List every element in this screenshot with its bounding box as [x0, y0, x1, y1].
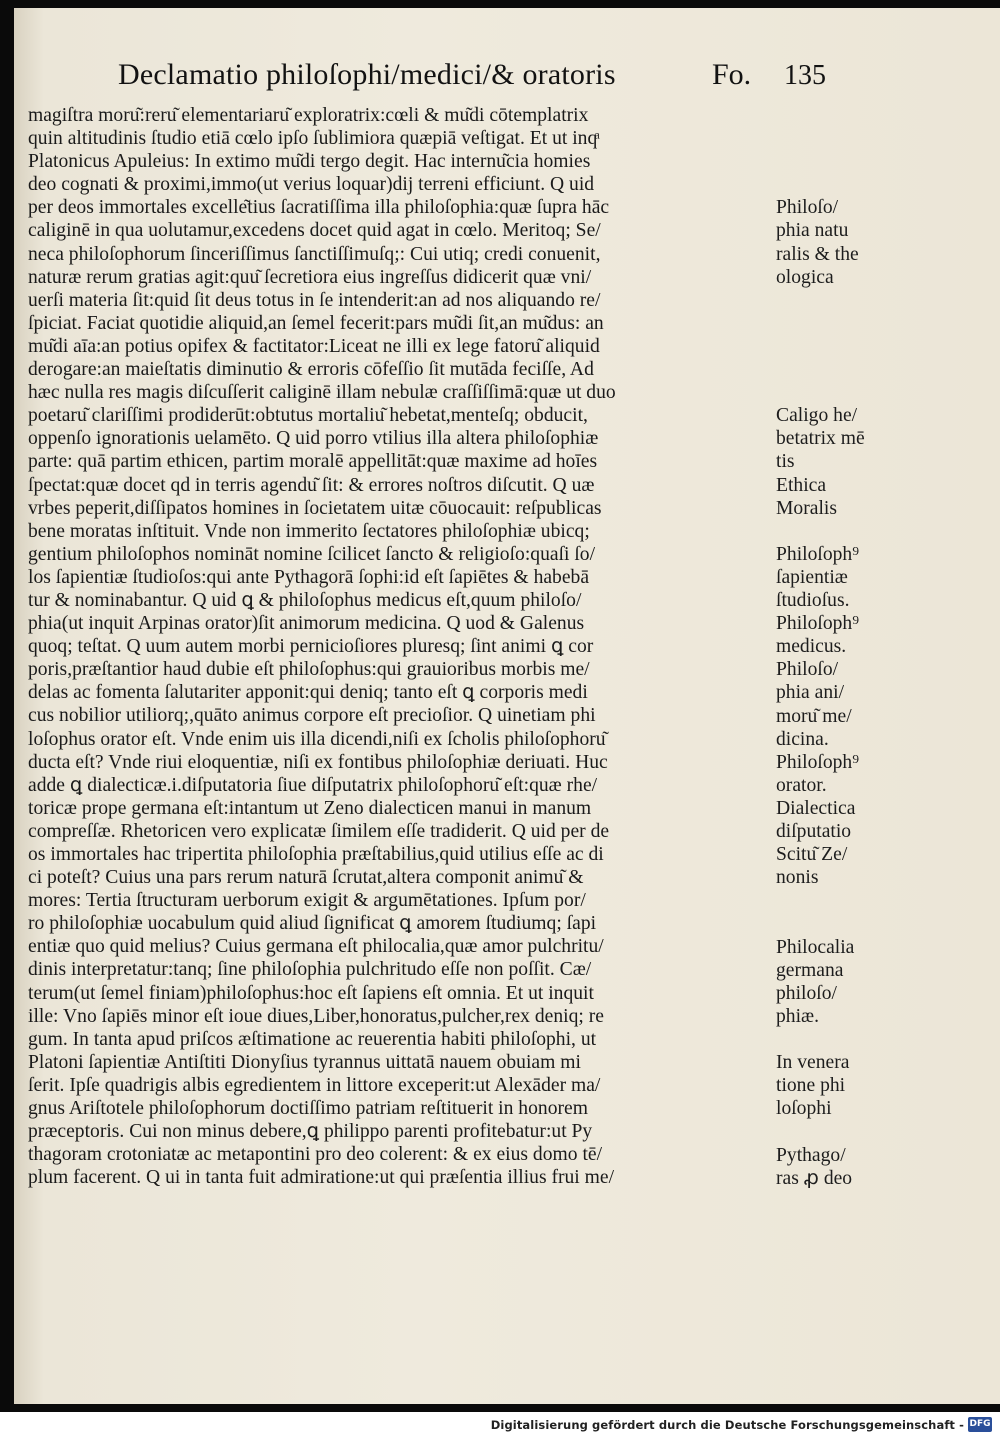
- page-header: [14, 58, 1000, 106]
- margin-note-line: phiæ.: [776, 1005, 820, 1027]
- margin-note-line: Philoſoph⁹: [776, 751, 860, 773]
- text-line: quin altitudinis ſtudio etiā cœlo ipſo ſublimiora quæpiā veſtigat. Et ut inqͣ: [28, 128, 598, 150]
- text-line: vrbes peperit,diſſipatos homines in ſocietatem uitæ cōuocauit: reſpublicas: [28, 497, 602, 519]
- text-line: compreſſæ. Rhetoricen vero explicatæ ſimilem eſſe tradiderit. Q uid per de: [28, 820, 610, 842]
- margin-note-line: nonis: [776, 867, 819, 889]
- text-line: os immortales hac tripertita philoſophia præſtabilius,quid utilius eſſe ac di: [28, 844, 604, 865]
- margin-note-line: phia natu: [776, 220, 849, 242]
- text-line: per deos immortales excelle͂tius ſacratiſſima illa philoſophia:quæ ſupra hāc: [28, 197, 610, 219]
- text-line: Platonicus Apuleius: In extimo mu͂di tergo degit. Hac internu͂cia homies: [28, 151, 591, 173]
- text-line: naturæ rerum gratias agit:quu͂ ſecretiora eius ingreſſus didicerit quæ vni/: [28, 266, 592, 288]
- margin-note: [776, 1144, 986, 1190]
- text-line: ro philoſophiæ uocabulum quid aliud ſignificat ꝗ amorem ſtudiumq; ſapi: [28, 913, 597, 935]
- text-line: uerſi materia ſit:quid ſit deus totus in ſe intenderit:an ad nos aliquando re/: [28, 289, 601, 311]
- text-line: plum facerent. Q ui in tanta fuit admiratione:ut qui præſentia illius frui me/: [28, 1167, 615, 1189]
- margin-note: [776, 196, 986, 288]
- text-line: parte: quā partim ethicen, partim moralē appellitāt:quæ maxime ad hoīes: [28, 451, 598, 473]
- main-text-column: [28, 104, 788, 1189]
- folio-label: Fo.: [712, 58, 752, 91]
- funding-credit: Digitalisierung gefördert durch die Deutsche Forschungsgemeinschaft -: [490, 1418, 964, 1432]
- text-line: toricæ prope germana eſt:intantum ut Zeno dialecticen manui in manum: [28, 797, 592, 819]
- text-line: dinis interpretatur:tanq; ſine philoſophia pulchritudo eſſe non poſſit. Cæ/: [28, 959, 592, 981]
- margin-note-line: Philoſoph⁹: [776, 613, 860, 635]
- margin-note-line: Dialectica: [776, 797, 856, 819]
- text-line: ducta eſt? Vnde riui eloquentiæ, niſi ex fontibus philoſophiæ deriuati. Huc: [28, 751, 608, 773]
- margin-note-line: phia ani/: [776, 682, 845, 704]
- text-line: deo cognati & proximi,immo(ut verius loquar)dij terreni efficiunt. Q uid: [28, 174, 595, 196]
- margin-note-line: ſapientiæ: [776, 566, 848, 588]
- text-line: adde ꝗ dialecticæ.i.diſputatoria ſiue diſputatrix philoſophoru͂ eſt:quæ rhe/: [28, 774, 598, 796]
- margin-note-line: ologica: [776, 266, 834, 288]
- text-line: præceptoris. Cui non minus debere,ꝗ philippo parenti profitebatur:ut Py: [28, 1121, 593, 1143]
- text-line: ſerit. Ipſe quadrigis albis egredientem in littore exceperit:ut Alexāder ma/: [28, 1074, 601, 1096]
- text-line: ſpectat:quæ docet qd in terris agendu͂ ſit: & errores noſtros diſcutit. Q uæ: [28, 474, 595, 496]
- text-line: terum(ut ſemel finiam)philoſophus:hoc eſt ſapiens eſt omnia. Et ut inquit: [28, 982, 594, 1004]
- margin-note-line: Moralis: [776, 497, 837, 519]
- text-line: poetaru͂ clariſſimi prodiderūt:obtutus mortaliu͂ hebetat,menteſq; obducit,: [28, 405, 588, 427]
- text-line: cus nobilior utiliorq;,quāto animus corpore eſt precioſior. Q uinetiam phi: [28, 705, 596, 727]
- text-line: los ſapientiæ ſtudioſos:qui ante Pythagorā ſophi:id eſt ſapiētes & habebā: [28, 566, 590, 588]
- margin-note-line: betatrix mē: [776, 428, 865, 450]
- text-line: Platoni ſapientiæ Antiſtiti Dionyſius tyrannus uittatā nauem obuiam mi: [28, 1051, 581, 1073]
- text-line: poris,præſtantior haud dubie eſt philoſophus:qui grauioribus morbis me/: [28, 659, 590, 681]
- margin-note-line: tis: [776, 451, 795, 473]
- text-line: bene moratas inſtituit. Vnde non immerito ſectatores philoſophiæ ubicq;: [28, 520, 590, 542]
- text-line: phia(ut inquit Arpinas orator)ſit animorum medicina. Q uod & Galenus: [28, 613, 585, 635]
- text-line: tur & nominabantur. Q uid ꝗ & philoſophus medicus eſt,quum philoſo/: [28, 589, 582, 611]
- margin-note-line: tione phi: [776, 1075, 846, 1097]
- margin-note-line: Philoſo/: [776, 197, 839, 219]
- text-line: entiæ quo quid melius? Cuius germana eſt philocalia,quæ amor pulchritu/: [28, 936, 604, 958]
- text-line: derogare:an maieſtatis diminutio & erroris cōfeſſio ſit mutāda feciſſe, Ad: [28, 359, 594, 381]
- text-line: mores: Tertia ſtructuram uerborum exigit & argumētationes. Ipſum por/: [28, 890, 586, 912]
- text-line: ſpiciat. Faciat quotidie aliquid,an ſemel fecerit:pars mu͂di ſit,an mu͂dus: an: [28, 312, 604, 334]
- text-line: neca philoſophorum ſinceriſſimus ſanctiſſimuſq;: Cui utiq; credi conuenit,: [28, 243, 601, 265]
- margin-note-line: ralis & the: [776, 243, 859, 265]
- margin-note-line: Philoſoph⁹: [776, 543, 860, 565]
- book-page: [14, 8, 1000, 1404]
- margin-note-line: Caligo he/: [776, 405, 858, 427]
- margin-note-line: Philoſo/: [776, 659, 839, 681]
- text-line: gnus Ariſtotele philoſophorum doctiſſimo patriam reſtituerit in honorem: [28, 1098, 588, 1120]
- margin-note-line: medicus.: [776, 636, 847, 658]
- text-line: gum. In tanta apud priſcos æſtimatione ac reuerentia habiti philoſophi, ut: [28, 1028, 597, 1050]
- margin-note-line: Ethica: [776, 474, 827, 496]
- margin-note-line: ras ꝓ deo: [776, 1167, 853, 1189]
- margin-note-line: moru͂ me/: [776, 705, 852, 727]
- digitization-footer: [0, 1412, 1000, 1440]
- margin-note-line: Scitu͂ Ze/: [776, 844, 848, 866]
- text-line: mu͂di aīa:an potius opifex & factitator:Liceat ne illi ex lege fatoru͂ aliquid: [28, 335, 600, 357]
- margin-note-line: loſophi: [776, 1098, 832, 1120]
- text-line: gentium philoſophos nomināt nomine ſcilicet ſancto & religioſo:quaſi ſo/: [28, 543, 596, 565]
- text-line: ille: Vno ſapiēs minor eſt ioue diues,Liber,honoratus,pulcher,rex deniq; re: [28, 1005, 604, 1027]
- text-line: magiſtra moru͂:reru͂ elementariaru͂ exploratrix:cœli & mu͂di cōtemplatrix: [28, 105, 589, 126]
- folio-number: 135: [784, 60, 826, 91]
- margin-note-line: philoſo/: [776, 982, 837, 1004]
- text-line: ci poteſt? Cuius una pars rerum naturā ſcrutat,altera componit animu͂ &: [28, 867, 584, 889]
- margin-note: [776, 543, 986, 889]
- running-title: Declamatio philoſophi/medici/& oratoris: [118, 58, 616, 91]
- text-line: loſophus orator eſt. Vnde enim uis illa dicendi,niſi ex ſcholis philoſophoru͂: [28, 728, 606, 750]
- margin-note: [776, 1051, 986, 1120]
- margin-note: [776, 936, 986, 1028]
- margin-note-line: dicina.: [776, 728, 829, 750]
- margin-note-line: diſputatio: [776, 821, 852, 843]
- margin-note: [776, 404, 986, 473]
- margin-note-line: In venera: [776, 1052, 850, 1074]
- text-line: delas ac fomenta ſalutariter apponit:qui deniq; tanto eſt ꝗ corporis medi: [28, 682, 588, 704]
- dfg-logo: DFG: [968, 1417, 992, 1432]
- text-line: thagoram crotoniatæ ac metapontini pro deo colerent: & ex eius domo tē/: [28, 1144, 603, 1166]
- margin-note-line: ſtudioſus.: [776, 590, 850, 612]
- margin-note-line: germana: [776, 959, 844, 981]
- text-line: quoq; teſtat. Q uum autem morbi pernicioſiores pluresq; ſint animi ꝗ cor: [28, 636, 594, 658]
- margin-note-line: Pythago/: [776, 1144, 846, 1166]
- text-line: caliginē in qua uolutamur,excedens docet quid agat in cœlo. Meritoq; Se/: [28, 220, 601, 242]
- margin-note-line: Philocalia: [776, 936, 855, 958]
- text-line: hæc nulla res magis diſcuſſerit caliginē illam nebulæ craſſiſſimā:quæ ut duo: [28, 382, 616, 404]
- margin-note: [776, 474, 986, 520]
- text-line: oppenſo ignorationis uelamēto. Q uid porro vtilius illa altera philoſophiæ: [28, 428, 599, 450]
- margin-note-line: orator.: [776, 774, 827, 796]
